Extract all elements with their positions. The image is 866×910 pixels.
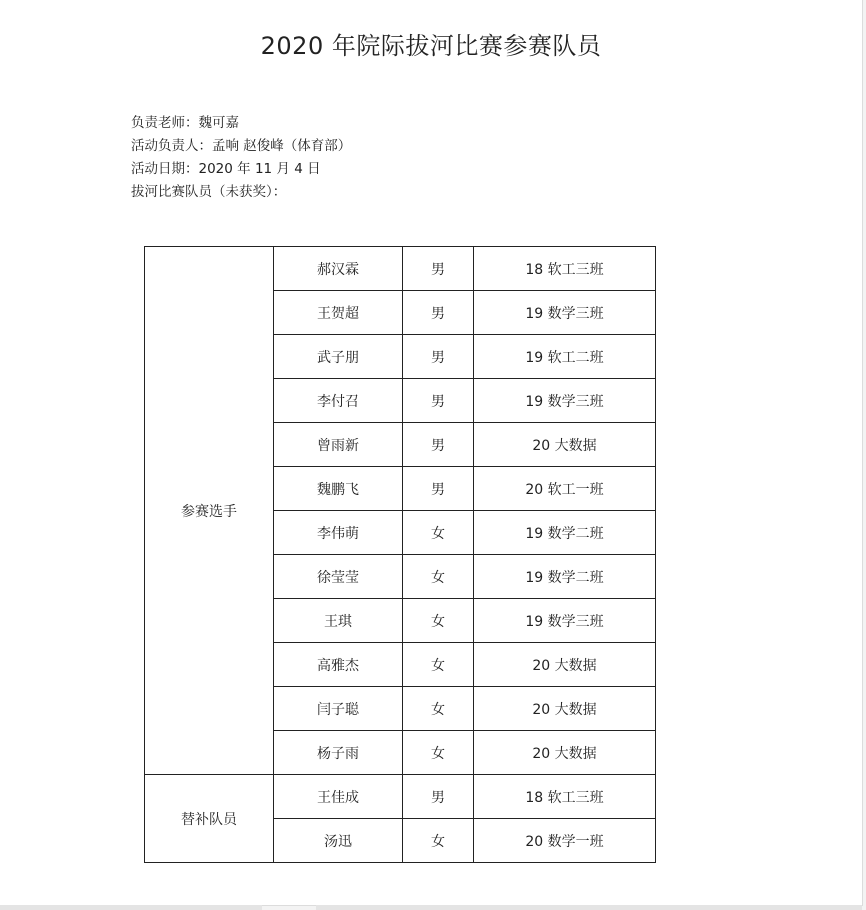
class-cell: 19 软工二班 (474, 335, 656, 379)
class-cell: 20 软工一班 (474, 467, 656, 511)
name-cell: 魏鹏飞 (274, 467, 403, 511)
class-cell: 18 软工三班 (474, 775, 656, 819)
gender-cell: 女 (403, 511, 474, 555)
name-cell: 武子朋 (274, 335, 403, 379)
horizontal-scrollbar-track-right[interactable] (316, 905, 862, 910)
gender-cell: 男 (403, 379, 474, 423)
class-cell: 20 大数据 (474, 731, 656, 775)
name-cell: 徐莹莹 (274, 555, 403, 599)
class-cell: 19 数学三班 (474, 291, 656, 335)
class-cell: 20 大数据 (474, 687, 656, 731)
info-teacher: 负责老师：魏可嘉 (131, 115, 239, 131)
gender-cell: 女 (403, 643, 474, 687)
class-cell: 19 数学三班 (474, 599, 656, 643)
class-cell: 20 大数据 (474, 423, 656, 467)
table-row (145, 247, 656, 291)
name-cell: 李付召 (274, 379, 403, 423)
gender-cell: 男 (403, 467, 474, 511)
name-cell: 高雅杰 (274, 643, 403, 687)
roster-table (144, 246, 656, 863)
gender-cell: 男 (403, 247, 474, 291)
name-cell: 闫子聪 (274, 687, 403, 731)
name-cell: 汤迅 (274, 819, 403, 863)
class-cell: 20 大数据 (474, 643, 656, 687)
info-leader: 活动负责人：孟响 赵俊峰（体育部） (131, 138, 352, 154)
roster-body (145, 247, 656, 863)
group-label-cell: 替补队员 (145, 775, 274, 863)
gender-cell: 女 (403, 731, 474, 775)
gender-cell: 男 (403, 335, 474, 379)
horizontal-scrollbar-track[interactable] (0, 905, 262, 910)
class-cell: 19 数学二班 (474, 511, 656, 555)
gender-cell: 男 (403, 291, 474, 335)
info-date: 活动日期：2020 年 11 月 4 日 (131, 161, 321, 177)
gender-cell: 男 (403, 775, 474, 819)
name-cell: 王琪 (274, 599, 403, 643)
name-cell: 李伟萌 (274, 511, 403, 555)
group-label-cell: 参赛选手 (145, 247, 274, 775)
name-cell: 曾雨新 (274, 423, 403, 467)
document-title: 2020 年院际拔河比赛参赛队员 (260, 32, 602, 60)
class-cell: 20 数学一班 (474, 819, 656, 863)
class-cell: 19 数学二班 (474, 555, 656, 599)
info-team-note: 拔河比赛队员（未获奖）： (131, 184, 287, 200)
name-cell: 王贺超 (274, 291, 403, 335)
table-row (145, 775, 656, 819)
name-cell: 杨子雨 (274, 731, 403, 775)
gender-cell: 男 (403, 423, 474, 467)
gender-cell: 女 (403, 555, 474, 599)
class-cell: 19 数学三班 (474, 379, 656, 423)
gender-cell: 女 (403, 819, 474, 863)
name-cell: 郝汉霖 (274, 247, 403, 291)
name-cell: 王佳成 (274, 775, 403, 819)
info-block (131, 112, 351, 204)
class-cell: 18 软工三班 (474, 247, 656, 291)
gender-cell: 女 (403, 687, 474, 731)
gender-cell: 女 (403, 599, 474, 643)
